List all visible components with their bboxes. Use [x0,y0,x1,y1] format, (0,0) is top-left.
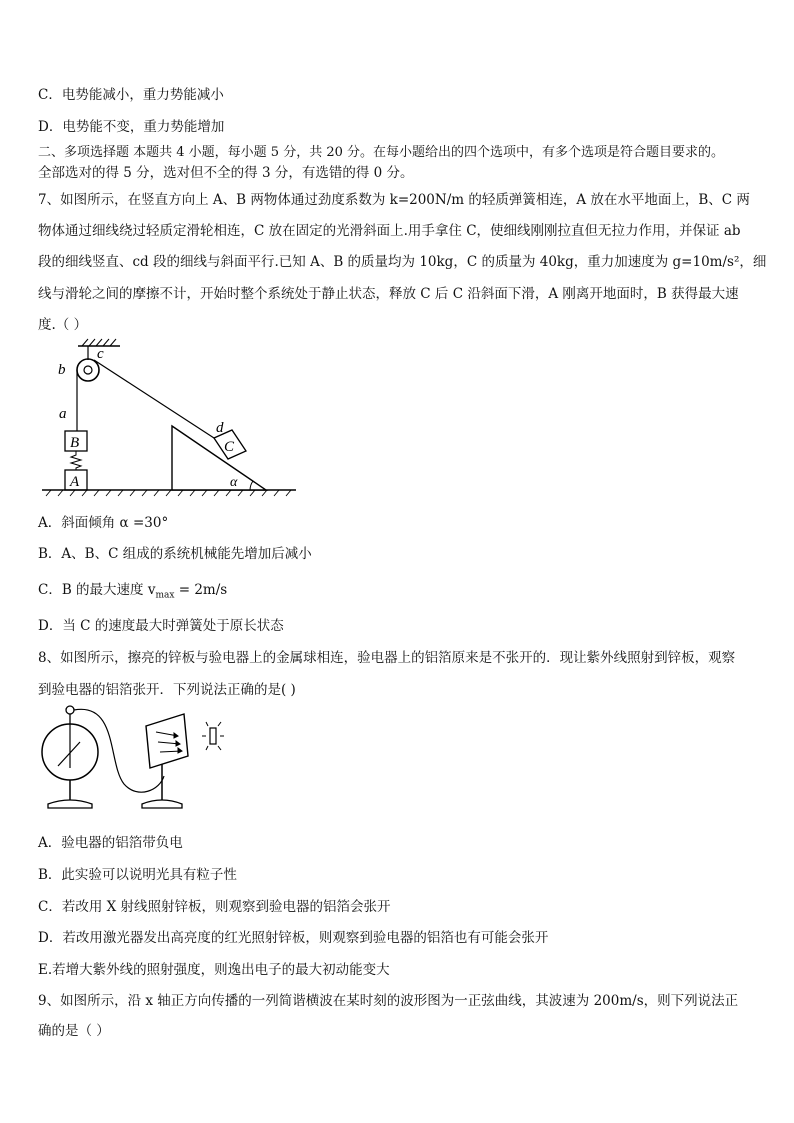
q6-option-c: C．电势能减小，重力势能减小 [38,87,224,103]
q8-stem-line1: 8、如图所示，擦亮的锌板与验电器上的金属球相连，验电器上的铝箔原来是不张开的．现让紫外线照射到锌板，观察 [38,650,736,666]
q8-option-e: E.若增大紫外线的照射强度，则逸出电子的最大初动能变大 [38,962,390,978]
label-a: a [59,406,67,422]
section2-scoring: 全部选对的得 5 分，选对但不全的得 3 分，有选错的得 0 分。 [38,165,414,181]
q8-option-c: C．若改用 X 射线照射锌板，则观察到验电器的铝箔会张开 [38,899,391,915]
q7-stem-line1: 7、如图所示，在竖直方向上 A、B 两物体通过劲度系数为 k=200N/m 的轻质弹簧相连，A 放在水平地面上，B、C 两 [38,192,750,208]
q8-option-a: A．验电器的铝箔带负电 [38,835,183,851]
label-block-A: A [70,474,80,490]
q8-figure-electroscope [38,704,234,816]
q9-stem-line1: 9、如图所示，沿 x 轴正方向传播的一列简谐横波在某时刻的波形图为一正弦曲线，其波速为 200m/s，则下列说法正 [38,993,739,1009]
label-alpha: α [230,475,238,490]
q8-option-d: D．若改用激光器发出高亮度的红光照射锌板，则观察到验电器的铝箔也有可能会张开 [38,930,549,946]
label-b: b [58,362,66,378]
label-block-C: C [224,439,235,455]
q7-option-c-sub: max [155,590,175,601]
label-block-B: B [70,435,80,451]
label-c: c [97,346,104,362]
q7-option-d: D．当 C 的速度最大时弹簧处于原长状态 [38,618,284,634]
q9-stem-line2: 确的是（ ） [38,1023,110,1039]
q6-option-d: D．电势能不变，重力势能增加 [38,119,225,135]
q7-stem-line4: 线与滑轮之间的摩擦不计，开始时整个系统处于静止状态，释放 C 后 C 沿斜面下滑，A 刚离开地面时，B 获得最大速 [38,286,739,302]
q7-option-a: A．斜面倾角 α =30° [38,515,169,531]
q8-option-b: B．此实验可以说明光具有粒子性 [38,867,237,883]
q7-stem-line3: 段的细线竖直、cd 段的细线与斜面平行.已知 A、B 的质量均为 10kg，C 的质量为 40kg，重力加速度为 g=10m/s²，细 [38,254,767,270]
label-d: d [216,420,224,436]
q7-option-c-text: C．B 的最大速度 v [38,582,156,598]
q7-stem-line5: 度.（ ） [38,317,88,333]
q7-option-c [38,578,227,601]
q7-option-b: B．A、B、C 组成的系统机械能先增加后减小 [38,546,312,562]
q7-stem-line2: 物体通过细线绕过轻质定滑轮相连，C 放在固定的光滑斜面上.用手拿住 C，使细线刚刚拉直但无拉力作用，并保证 ab [38,223,741,239]
q7-option-c-tail: = 2m/s [174,582,228,598]
section2-heading: 二、多项选择题 本题共 4 小题，每小题 5 分，共 20 分。在每小题给出的四个选项中，有多个选项是符合题目要求的。 [38,145,725,160]
q7-figure-pulley-incline [38,336,302,500]
q8-stem-line2: 到验电器的铝箔张开．下列说法正确的是( ) [38,682,296,698]
